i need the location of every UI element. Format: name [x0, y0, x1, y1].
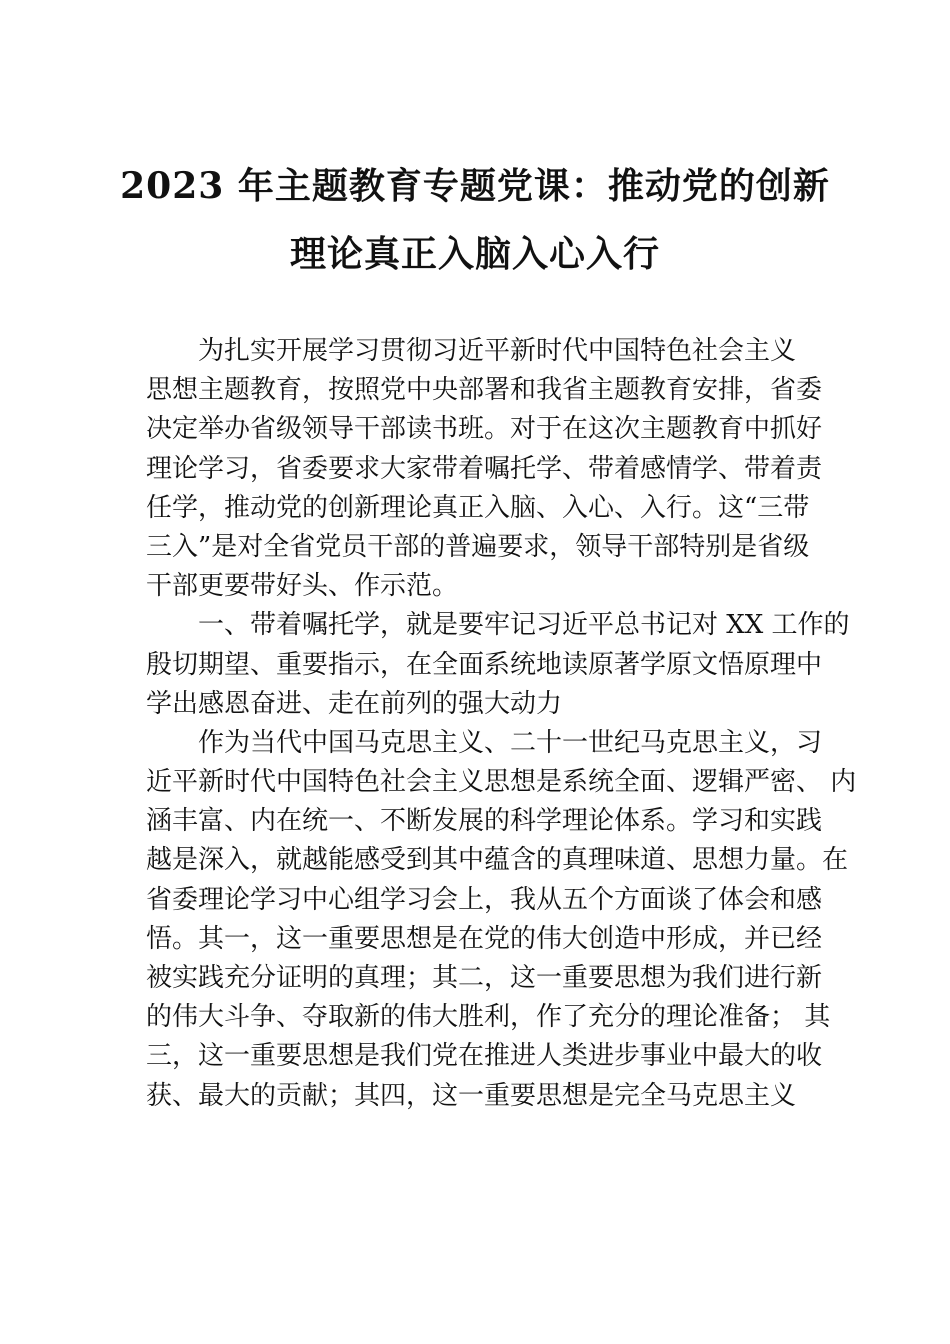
section-heading-line: 学出感恩奋进、走在前列的强大动力 [146, 688, 563, 719]
paragraph-line: 省委理论学习中心组学习会上，我从五个方面谈了体会和感 [146, 884, 823, 915]
paragraph-line: 三，这一重要思想是我们党在推进人类进步事业中最大的收 [146, 1041, 823, 1072]
paragraph-line: 涵丰富、内在统一、不断发展的科学理论体系。学习和实践 [146, 806, 823, 837]
paragraph-line: 决定举办省级领导干部读书班。对于在这次主题教育中抓好 [146, 414, 823, 445]
paragraph-line: 的伟大斗争、夺取新的伟大胜利，作了充分的理论准备； 其 [146, 1002, 831, 1033]
paragraph-line: 作为当代中国马克思主义、二十一世纪马克思主义，习 [198, 727, 823, 758]
section-heading-line: 殷切期望、重要指示，在全面系统地读原著学原文悟原理中 [146, 649, 823, 680]
paragraph-line: 获、最大的贡献；其四，这一重要思想是完全马克思主义 [146, 1080, 797, 1111]
paragraph-line: 干部更要带好头、作示范。 [146, 571, 459, 602]
title-line-1: 2023 年主题教育专题党课：推动党的创新 [120, 165, 830, 207]
title-line-2: 理论真正入脑入心入行 [289, 233, 660, 275]
paragraph-line: 思想主题教育，按照党中央部署和我省主题教育安排，省委 [146, 375, 823, 406]
paragraph-line: 为扎实开展学习贯彻习近平新时代中国特色社会主义 [198, 336, 797, 366]
paragraph-line: 三入”是对全省党员干部的普遍要求，领导干部特别是省级 [146, 531, 810, 562]
section-heading-line: 一、带着嘱托学，就是要牢记习近平总书记对 XX 工作的 [198, 610, 850, 641]
paragraph-line: 悟。其一，这一重要思想是在党的伟大创造中形成，并已经 [146, 923, 823, 954]
paragraph-line: 理论学习，省委要求大家带着嘱托学、带着感情学、带着责 [146, 453, 823, 484]
paragraph-line: 被实践充分证明的真理；其二，这一重要思想为我们进行新 [146, 963, 823, 993]
paragraph-line: 越是深入，就越能感受到其中蕴含的真理味道、思想力量。在 [146, 845, 849, 876]
paragraph-line: 任学，推动党的创新理论真正入脑、入心、入行。这“三带 [146, 492, 810, 523]
document-body [146, 332, 857, 1116]
paragraph-line: 近平新时代中国特色社会主义思想是系统全面、逻辑严密、 内 [146, 767, 857, 798]
